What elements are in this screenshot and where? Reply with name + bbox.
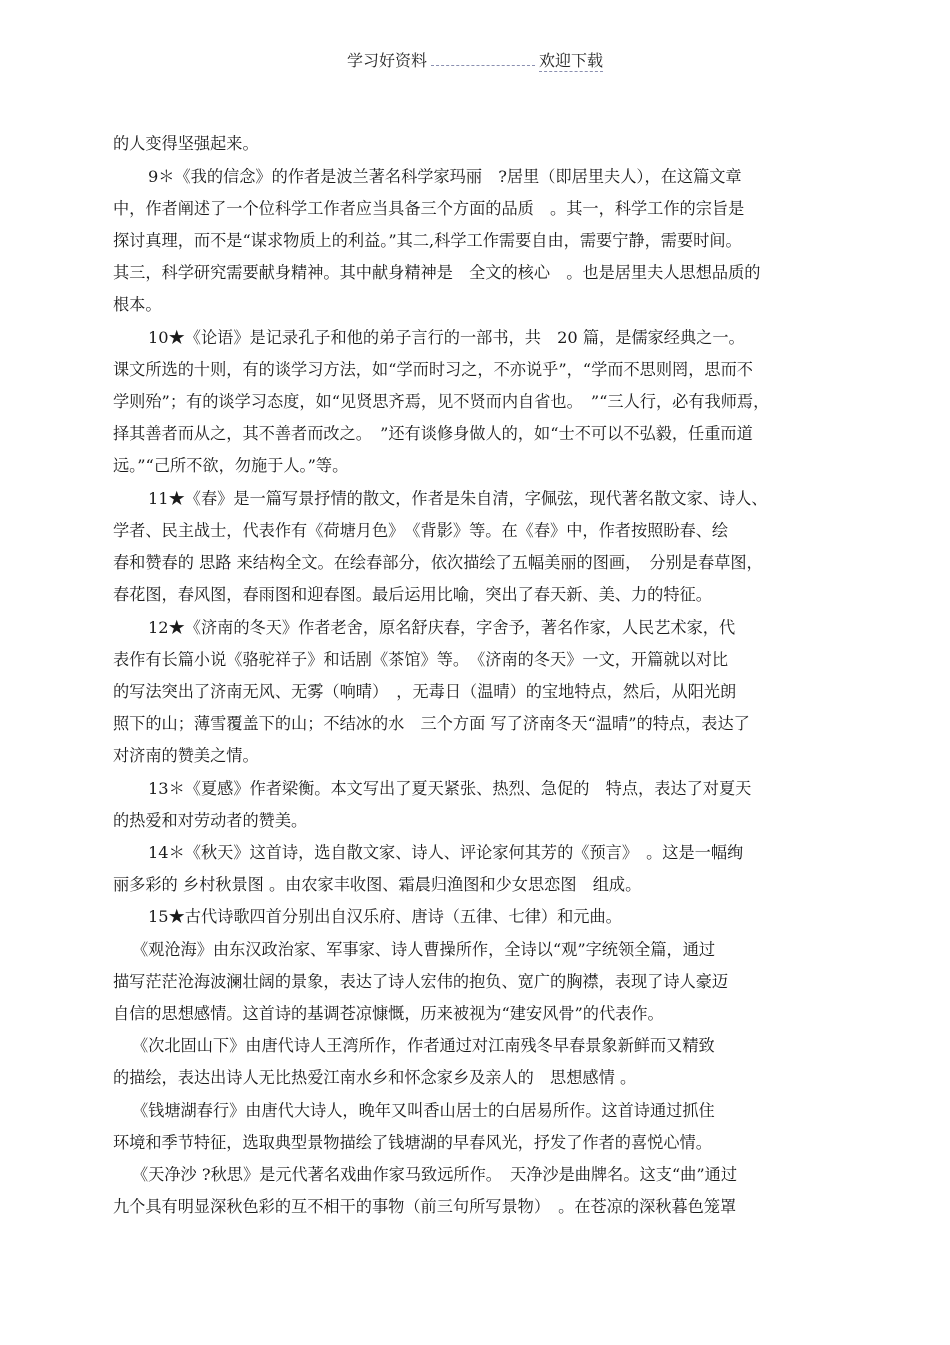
text-line: 的人变得坚强起来。: [113, 134, 259, 153]
text-line: 9＊《我的信念》的作者是波兰著名科学家玛丽 ?居里（即居里夫人），在这篇文章: [148, 167, 742, 186]
text-line: 环境和季节特征，选取典型景物描绘了钱塘湖的早春风光，抒发了作者的喜悦心情。: [113, 1133, 712, 1152]
text-line: 12★《济南的冬天》作者老舍，原名舒庆春，字舍予，著名作家，人民艺术家，代: [148, 618, 736, 637]
text-line: 《次北固山下》由唐代诗人王湾所作，作者通过对江南残冬早春景象新鲜而又精致: [132, 1036, 715, 1055]
text-line: 描写茫茫沧海波澜壮阔的景象，表达了诗人宏伟的抱负、宽广的胸襟，表现了诗人豪迈: [113, 972, 729, 991]
text-line: 春花图，春风图，春雨图和迎春图。最后运用比喻，突出了春天新、美、力的特征。: [113, 585, 712, 604]
text-line: 学则殆”；有的谈学习态度，如“见贤思齐焉，见不贤而内自省也。 ”“三人行，必有我师焉，: [113, 392, 770, 411]
header-dashed-rule: [431, 51, 535, 66]
text-line: 《天净沙 ?秋思》是元代著名戏曲作家马致远所作。 天净沙是曲牌名。这支“曲”通过: [132, 1165, 738, 1184]
text-line: 其三，科学研究需要献身精神。其中献身精神是 全文的核心 。也是居里夫人思想品质的: [113, 263, 761, 282]
text-line: 15★古代诗歌四首分别出自汉乐府、唐诗（五律、七律）和元曲。: [148, 907, 622, 926]
text-line: 照下的山；薄雪覆盖下的山；不结冰的水 三个方面 写了济南冬天“温晴”的特点，表达了: [113, 714, 750, 733]
text-line: 丽多彩的 乡村秋景图 。由农家丰收图、霜晨归渔图和少女思恋图 组成。: [113, 875, 642, 894]
header-right-text: 欢迎下载: [539, 48, 603, 72]
text-line: 的写法突出了济南无风、无雾（响晴） ，无毒日（温晴）的宝地特点，然后，从阳光朗: [113, 682, 737, 701]
text-line: 中，作者阐述了一个位科学工作者应当具备三个方面的品质 。其一，科学工作的宗旨是: [113, 199, 745, 218]
text-line: 课文所选的十则，有的谈学习方法，如“学而时习之，不亦说乎”，“学而不思则罔，思而不: [113, 360, 753, 379]
text-line: 对济南的赞美之情。: [113, 746, 259, 765]
page-header: [0, 48, 950, 72]
text-line: 远。”“己所不欲，勿施于人。”等。: [113, 456, 349, 475]
text-line: 的描绘，表达出诗人无比热爱江南水乡和怀念家乡及亲人的 思想感情 。: [113, 1068, 637, 1087]
text-line: 14＊《秋天》这首诗，选自散文家、诗人、评论家何其芳的《预言》 。这是一幅绚: [148, 843, 744, 862]
text-line: 的热爱和对劳动者的赞美。: [113, 811, 308, 830]
text-line: 11★《春》是一篇写景抒情的散文，作者是朱自清，字佩弦，现代著名散文家、诗人、: [148, 489, 768, 508]
text-line: 10★《论语》是记录孔子和他的弟子言行的一部书，共 20 篇，是儒家经典之一。: [148, 328, 745, 347]
text-line: 学者、民主战士，代表作有《荷塘月色》 《背影》等。在《春》中，作者按照盼春、绘: [113, 521, 729, 540]
text-line: 探讨真理，而不是“谋求物质上的利益。”其二,科学工作需要自由，需要宁静，需要时间。: [113, 231, 742, 250]
text-line: 13＊《夏感》作者梁衡。本文写出了夏天紧张、热烈、急促的 特点，表达了对夏天: [148, 779, 752, 798]
header-left-text: 学习好资料: [346, 51, 427, 70]
text-line: 择其善者而从之，其不善者而改之。 ”还有谈修身做人的，如“士不可以不弘毅，任重而道: [113, 424, 753, 443]
text-line: 自信的思想感情。这首诗的基调苍凉慷慨，历来被视为“建安风骨”的代表作。: [113, 1004, 664, 1023]
text-line: 春和赞春的 思路 来结构全文。在绘春部分，依次描绘了五幅美丽的图画， 分别是春草图，: [113, 553, 763, 572]
text-line: 表作有长篇小说《骆驼祥子》和话剧《茶馆》等。 《济南的冬天》一文，开篇就以对比: [113, 650, 729, 669]
text-line: 根本。: [113, 295, 162, 314]
text-line: 《观沧海》由东汉政治家、军事家、诗人曹操所作，全诗以“观”字统领全篇，通过: [132, 940, 716, 959]
text-line: 《钱塘湖春行》由唐代大诗人，晚年又叫香山居士的白居易所作。这首诗通过抓住: [132, 1101, 715, 1120]
text-line: 九个具有明显深秋色彩的互不相干的事物（前三句所写景物） 。在苍凉的深秋暮色笼罩: [113, 1197, 737, 1216]
